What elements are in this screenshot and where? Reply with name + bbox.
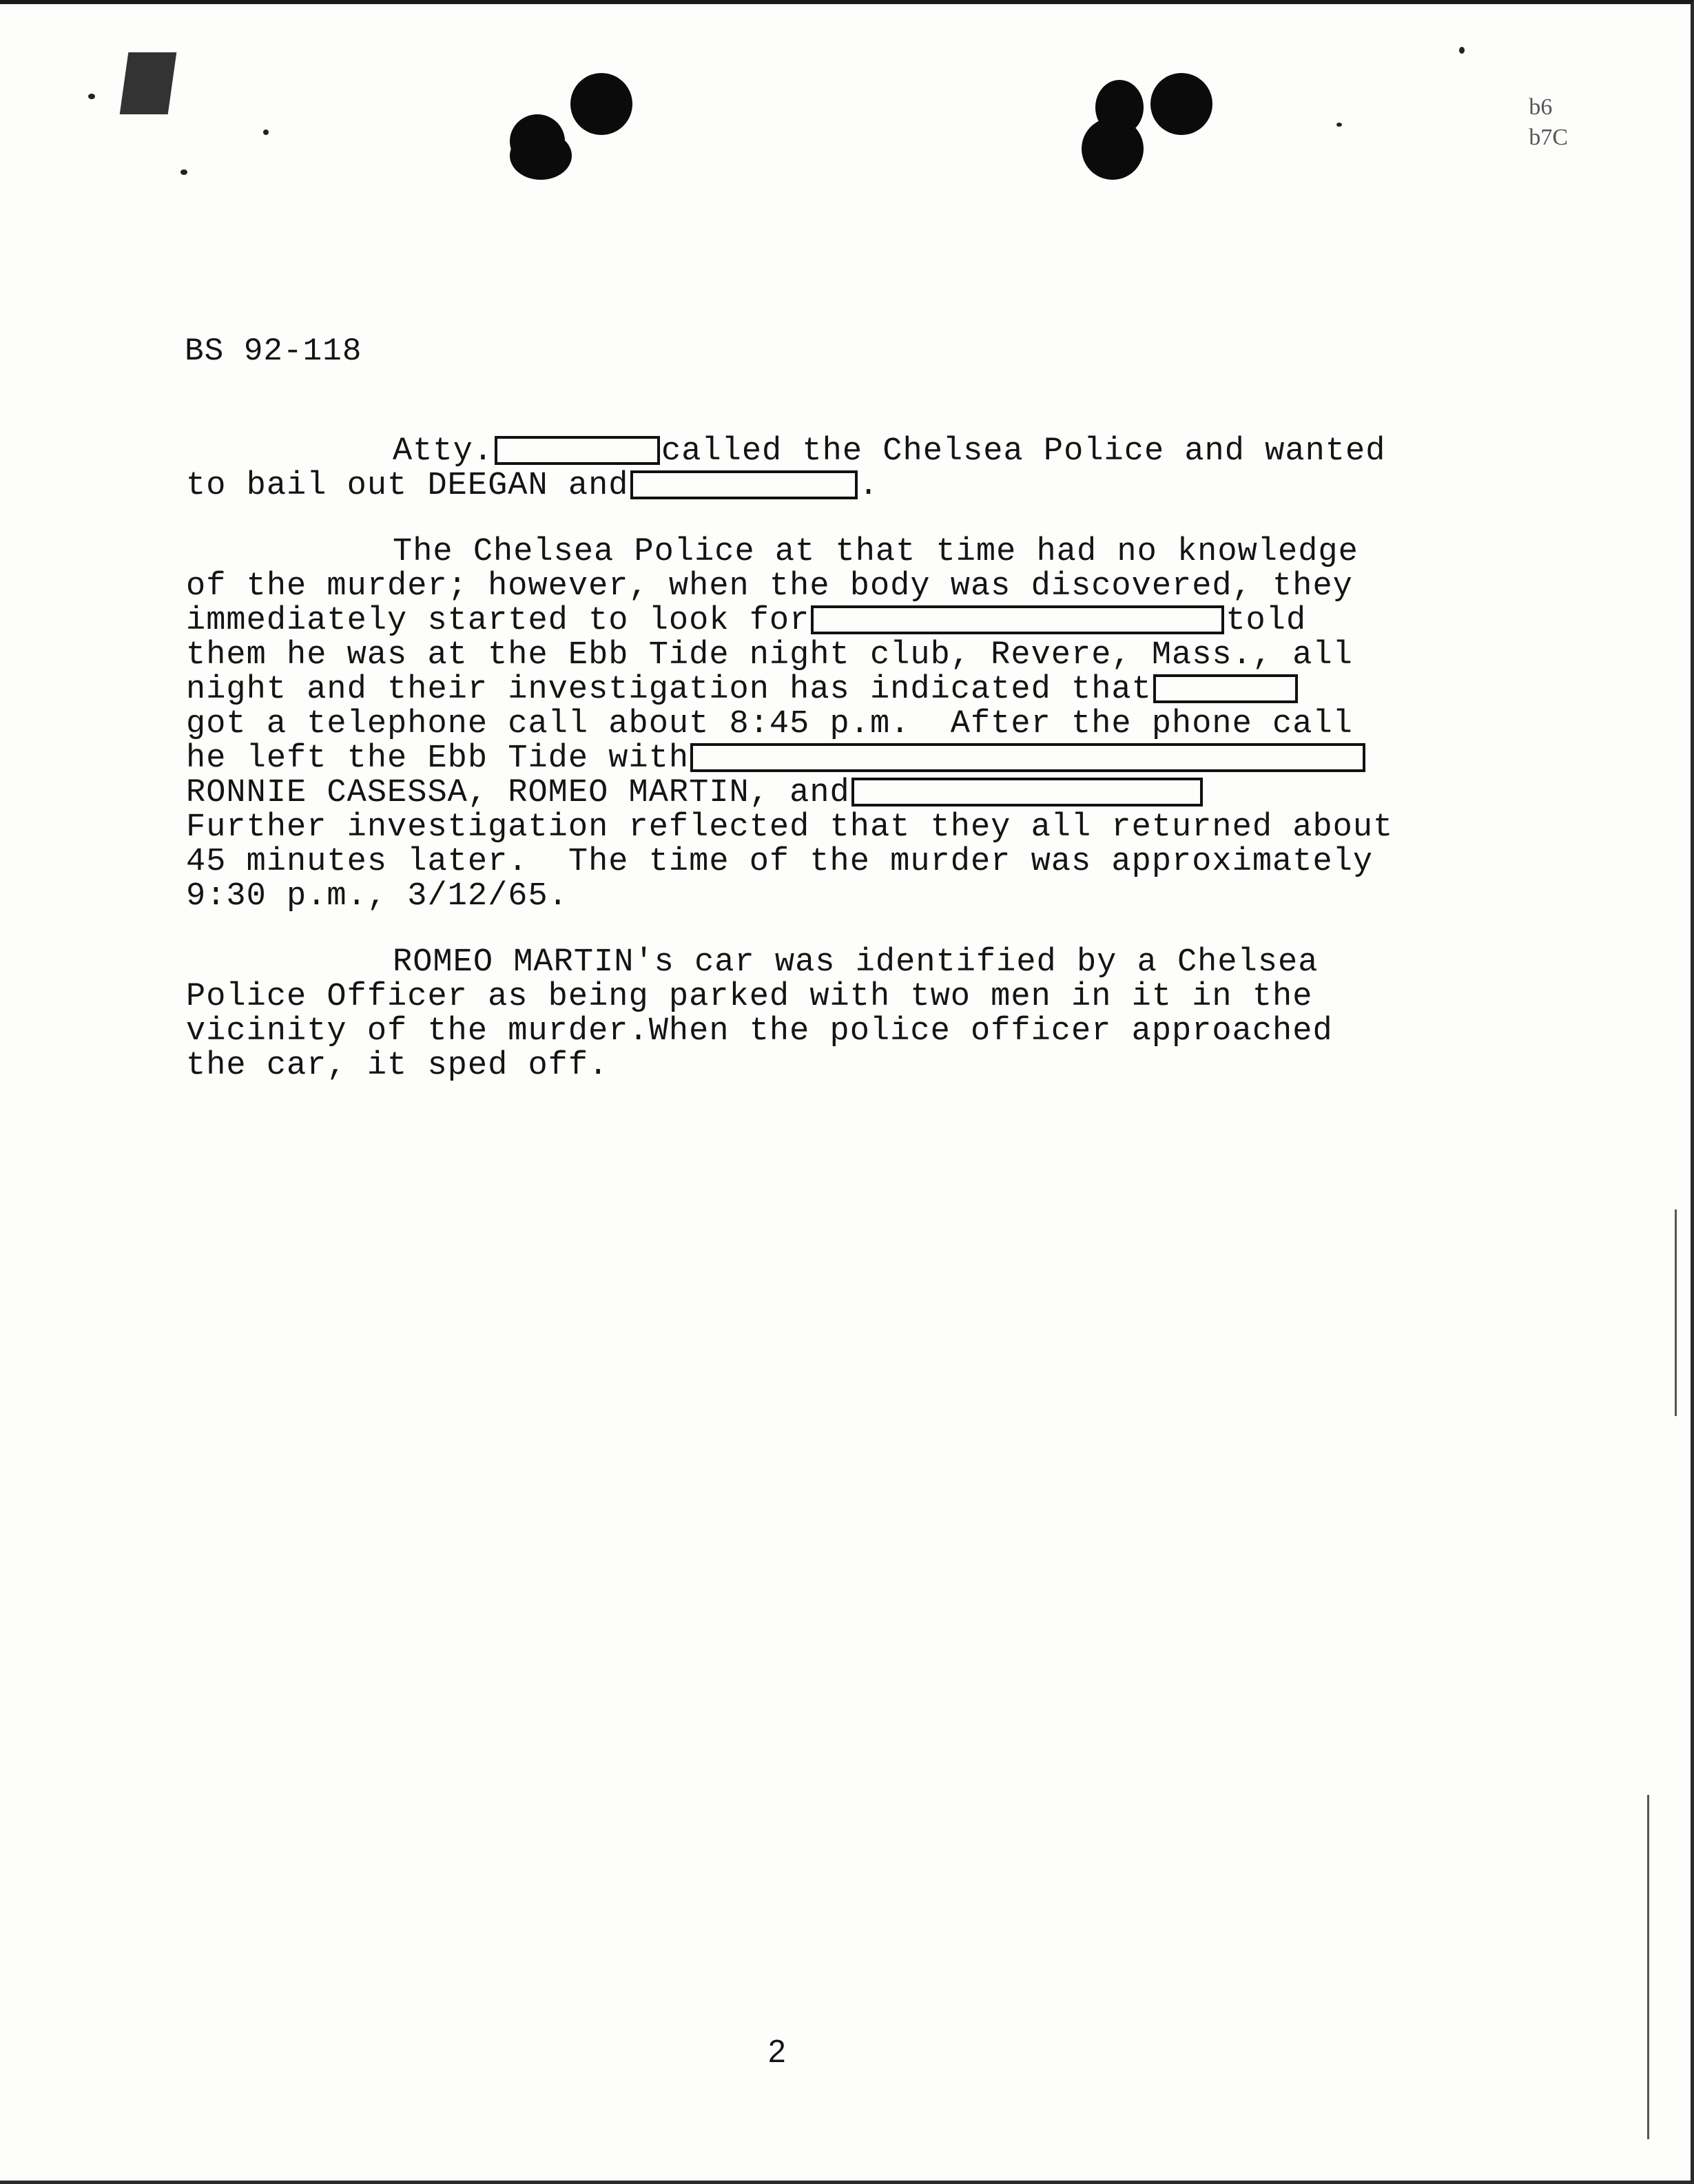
text-span: vicinity of the murder.When the police officer approached — [186, 1013, 1333, 1050]
redaction-box — [495, 436, 660, 465]
speck — [180, 169, 187, 175]
speck — [88, 94, 95, 99]
page-number: 2 — [768, 2033, 786, 2069]
text-line — [186, 707, 1481, 742]
text-span: ROMEO MARTIN's car was identified by a Chelsea — [393, 944, 1319, 981]
text-span: the car, it sped off. — [186, 1048, 609, 1084]
redaction-box — [811, 605, 1224, 634]
exemption-code: b6 — [1529, 94, 1553, 120]
text-span: of the murder; however, when the body was discovered, they — [186, 568, 1353, 605]
text-line — [186, 980, 1481, 1015]
text-span: told — [1226, 603, 1307, 639]
text-span: Police Officer as being parked with two men in it in the — [186, 979, 1313, 1015]
text-line — [186, 469, 1481, 503]
text-line — [186, 880, 1481, 914]
text-span: RONNIE CASESSA, ROMEO MARTIN, and — [186, 775, 850, 811]
exemption-codes — [1529, 92, 1568, 153]
text-span: immediately started to look for — [186, 603, 810, 639]
text-line — [186, 604, 1481, 638]
text-span: them he was at the Ebb Tide night club, Revere, Mass., all — [186, 637, 1353, 674]
speck — [263, 129, 269, 135]
text-span: 45 minutes later. The time of the murder was approximately — [186, 844, 1374, 880]
text-line — [186, 435, 1481, 469]
text-line — [186, 570, 1481, 604]
corner-smudge — [120, 52, 177, 114]
redaction-box — [690, 743, 1365, 772]
text-line — [186, 742, 1481, 776]
text-line — [186, 535, 1481, 570]
text-line — [186, 845, 1481, 880]
text-line — [186, 638, 1481, 673]
page-edge-mark — [1647, 1795, 1649, 2139]
text-span: to bail out DEEGAN and — [186, 468, 629, 504]
text-span: 9:30 p.m., 3/12/65. — [186, 878, 568, 915]
text-line — [186, 673, 1481, 707]
text-line — [186, 946, 1481, 980]
punch-hole — [510, 132, 572, 180]
paragraph — [186, 435, 1481, 503]
text-span: called the Chelsea Police and wanted — [661, 433, 1386, 470]
exemption-code: b7C — [1529, 125, 1568, 150]
redaction-box — [851, 778, 1203, 807]
text-span: Further investigation reflected that they all returned about — [186, 809, 1394, 846]
text-span: Atty. — [393, 433, 494, 470]
text-span: night and their investigation has indicated that — [186, 672, 1152, 708]
text-span: he left the Ebb Tide with — [186, 740, 690, 777]
text-line — [186, 1049, 1481, 1083]
punch-hole — [570, 73, 632, 135]
redaction-box — [630, 470, 858, 499]
punch-hole — [1150, 73, 1212, 135]
text-span: The Chelsea Police at that time had no knowledge — [393, 534, 1359, 570]
redaction-box — [1153, 674, 1298, 703]
paragraph — [186, 535, 1481, 914]
text-span: got a telephone call about 8:45 p.m. After the phone call — [186, 706, 1353, 742]
paragraph — [186, 946, 1481, 1083]
punch-hole — [1095, 80, 1144, 135]
speck — [1336, 123, 1342, 127]
file-reference: BS 92-118 — [185, 333, 362, 369]
page-edge-mark — [1675, 1209, 1677, 1416]
speck — [1459, 47, 1465, 54]
text-line — [186, 811, 1481, 845]
document-body — [186, 435, 1481, 1115]
text-line — [186, 1015, 1481, 1049]
text-line — [186, 776, 1481, 811]
text-span: . — [858, 468, 879, 504]
